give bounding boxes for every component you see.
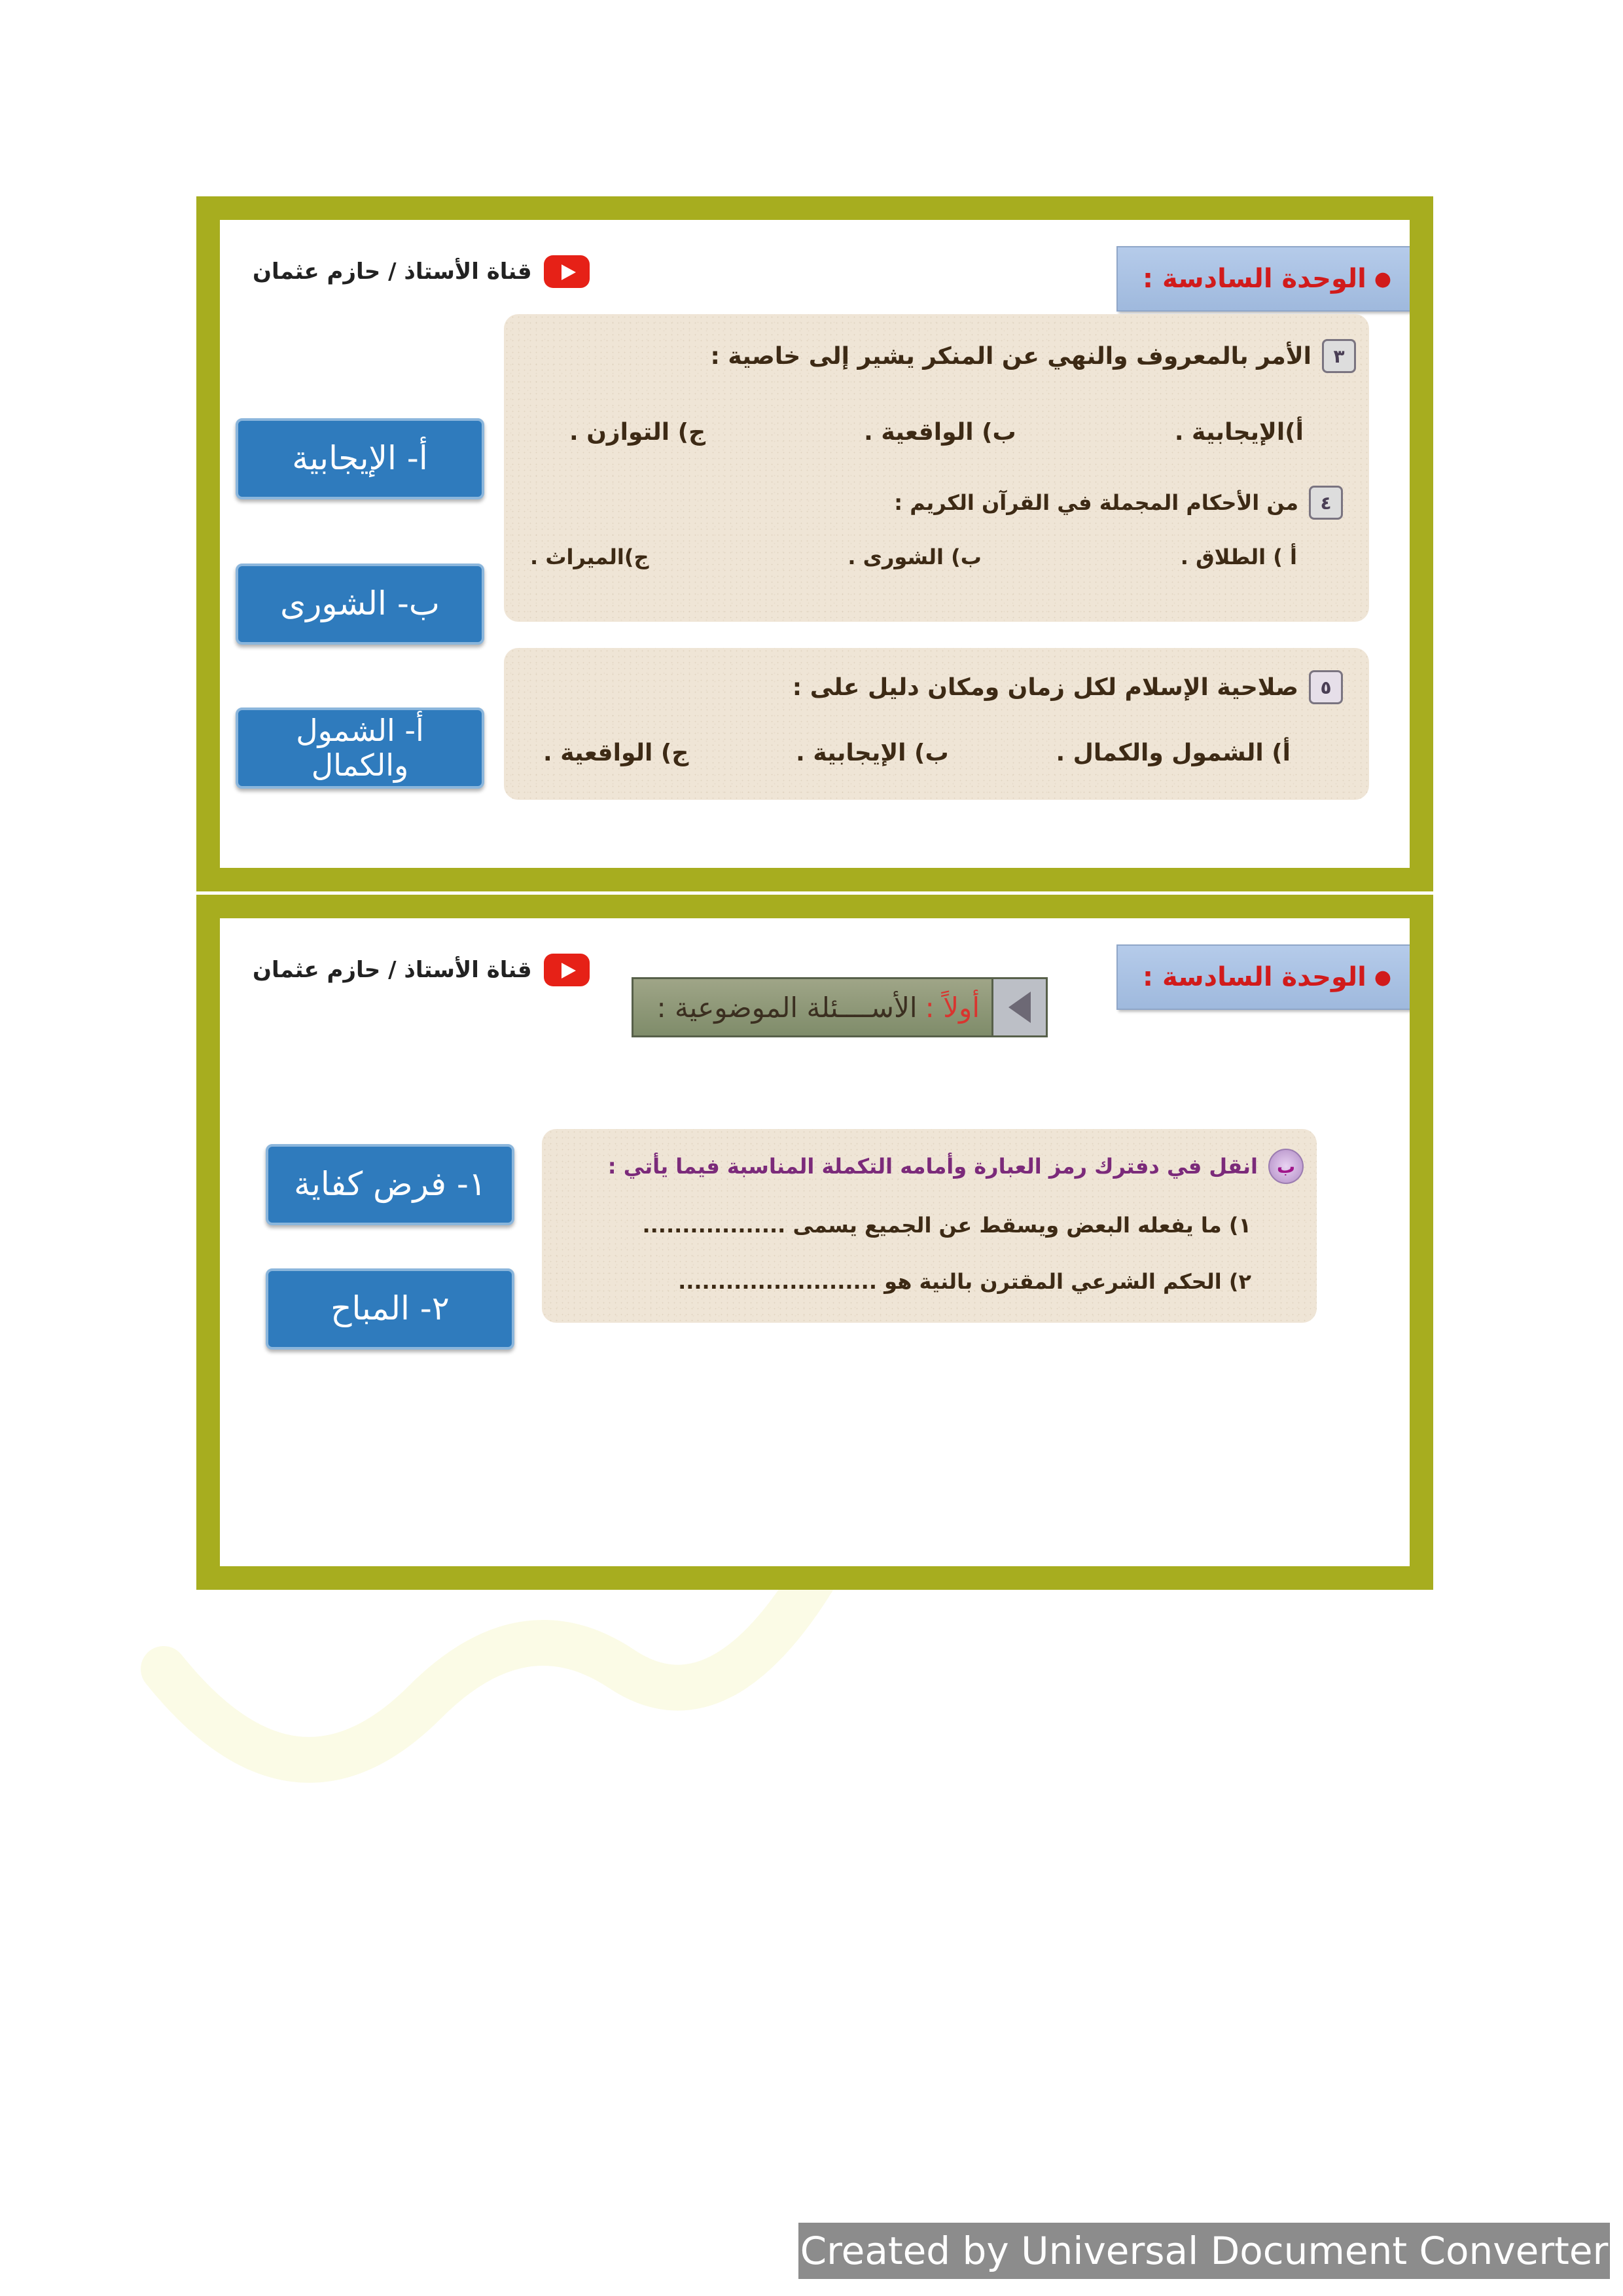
section-title-part2: الأســــئلة الموضوعية : — [656, 991, 918, 1024]
question-4 — [894, 486, 1343, 520]
section-title-part1: أولاً : — [925, 991, 980, 1024]
question-text: صلاحية الإسلام لكل زمان ومكان دليل على : — [792, 673, 1298, 701]
channel-credit — [253, 255, 590, 288]
question-number-badge: ٤ — [1309, 486, 1343, 520]
arrow-left-icon — [991, 979, 1046, 1035]
channel-credit — [253, 954, 590, 986]
question-panel-q3-q4 — [504, 314, 1369, 622]
option-c: ج)الميراث . — [530, 545, 649, 569]
answer-button-q5[interactable]: أ- الشمول والكمال — [236, 708, 484, 789]
question-text: من الأحكام المجملة في القرآن الكريم : — [894, 490, 1298, 515]
unit-title: الوحدة السادسة : — [1143, 264, 1366, 294]
converter-footer: Created by Universal Document Converter — [798, 2223, 1610, 2279]
slide-2-content — [220, 918, 1410, 1566]
slide-1-content — [220, 220, 1410, 868]
option-b: ب) الشورى . — [847, 545, 982, 569]
question-panel-q5 — [504, 648, 1369, 800]
question-number-badge: ٥ — [1309, 670, 1343, 704]
option-c: ج) الواقعية . — [543, 740, 689, 766]
option-b: ب) الإيجابية . — [796, 740, 949, 766]
unit-title-box — [1116, 944, 1410, 1010]
answer-button-q3[interactable]: أ- الإيجابية — [236, 418, 484, 499]
question-text: الأمر بالمعروف والنهي عن المنكر يشير إلى خاصية : — [710, 342, 1311, 370]
option-b: ب) الواقعية . — [864, 419, 1016, 446]
fill-item-1 — [642, 1213, 1251, 1238]
youtube-icon — [544, 255, 590, 288]
fill-item-2 — [678, 1269, 1251, 1294]
fill-item-text: ٢) الحكم الشرعي المقترن بالنية هو ......................... — [678, 1269, 1251, 1294]
instruction-row — [608, 1149, 1304, 1184]
unit-title-box — [1116, 246, 1410, 312]
section-title-banner — [632, 977, 1048, 1037]
question-number-badge: ٣ — [1322, 339, 1356, 373]
unit-title: الوحدة السادسة : — [1143, 962, 1366, 992]
bullet-icon: ● — [1374, 965, 1391, 989]
option-a: أ ) الطلاق . — [1180, 545, 1297, 569]
option-c: ج) التوازن . — [569, 419, 706, 446]
slide-1 — [196, 196, 1433, 891]
question-5-options — [543, 740, 1291, 766]
slide-2 — [196, 895, 1433, 1590]
section-b-badge: ب — [1268, 1149, 1304, 1184]
youtube-icon — [544, 954, 590, 986]
bullet-icon: ● — [1374, 267, 1391, 291]
fill-blank-panel — [542, 1129, 1317, 1323]
answer-button-item-2[interactable]: ٢- المباح — [266, 1268, 514, 1350]
question-5 — [793, 670, 1343, 704]
question-3-options — [569, 419, 1304, 446]
channel-text: قناة الأستاذ / حازم عثمان — [253, 259, 532, 285]
answer-button-q4[interactable]: ب- الشورى — [236, 564, 484, 645]
channel-text: قناة الأستاذ / حازم عثمان — [253, 957, 532, 983]
answer-button-item-1[interactable]: ١- فرض كفاية — [266, 1144, 514, 1225]
option-a: أ) الشمول والكمال . — [1056, 740, 1291, 766]
fill-item-text: ١) ما يفعله البعض ويسقط عن الجميع يسمى .................. — [642, 1213, 1251, 1238]
question-3 — [710, 339, 1356, 373]
question-4-options — [530, 545, 1297, 569]
option-a: أ)الإيجابية . — [1174, 419, 1304, 446]
instruction-text: انقل في دفترك رمز العبارة وأمامه التكملة المناسبة فيما يأتي : — [607, 1154, 1258, 1179]
